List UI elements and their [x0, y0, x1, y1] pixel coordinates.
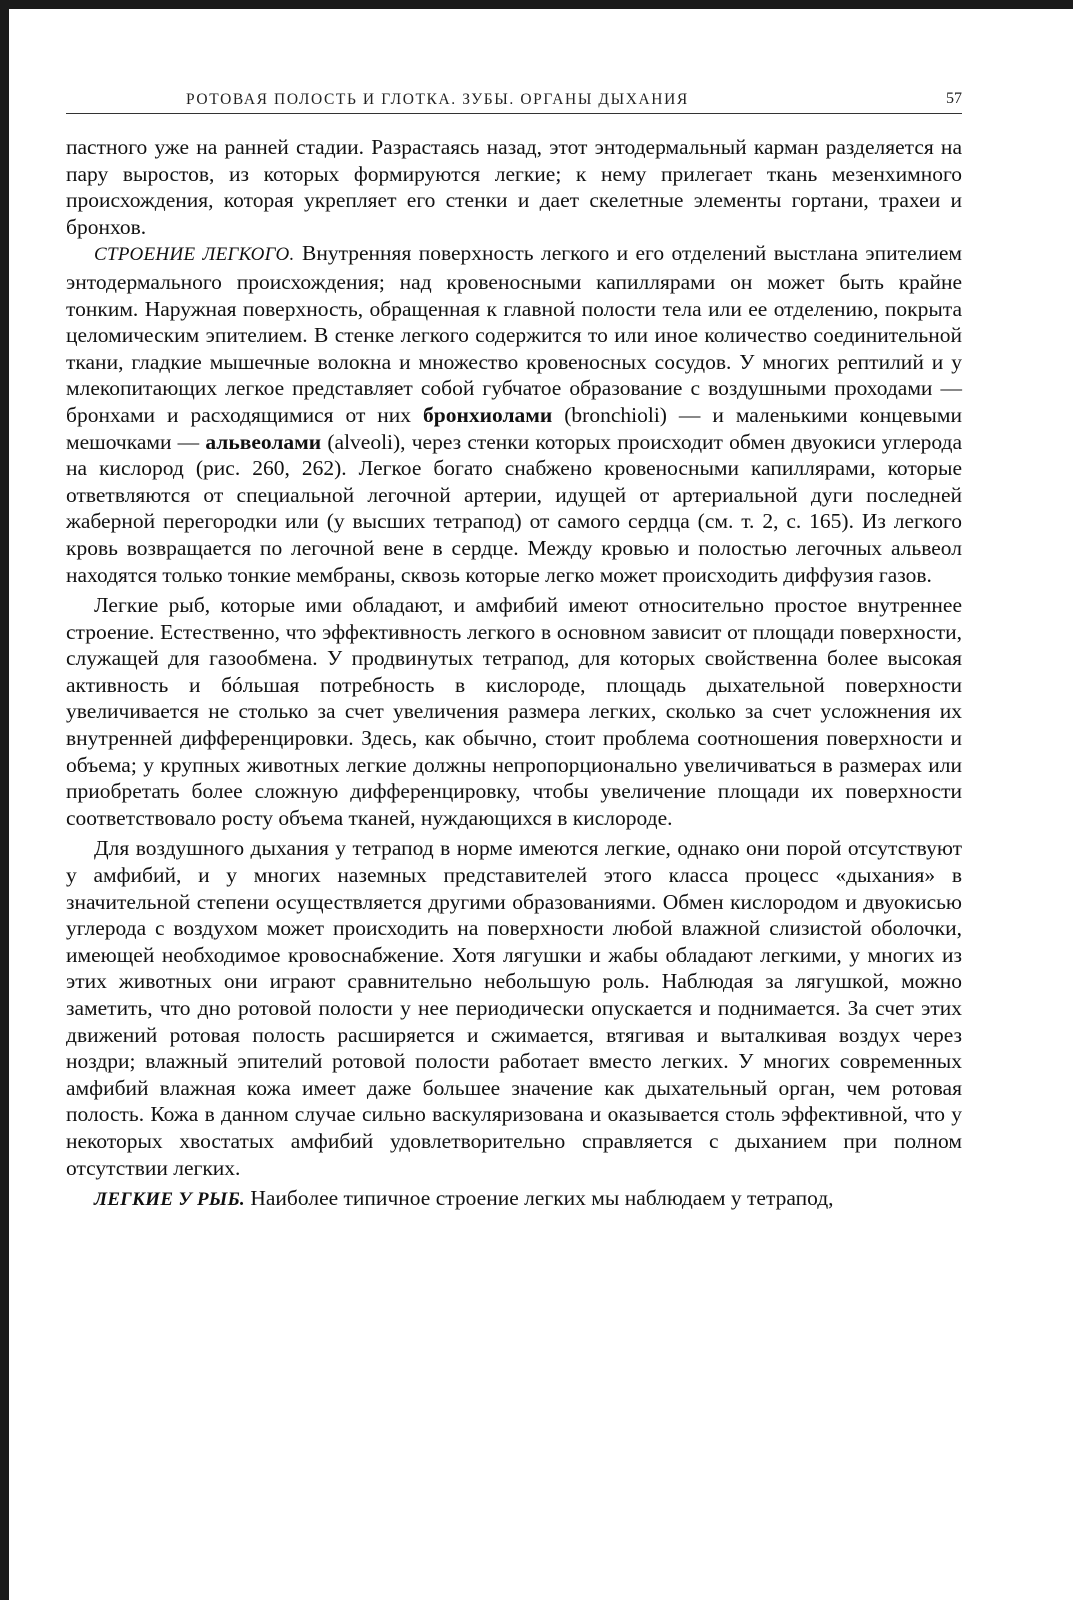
paragraph-lung-structure [66, 240, 962, 588]
paragraph-air-breathing: Для воздушного дыхания у тетрапод в норме имеются легкие, однако они порой отсутствуют у амфибий, и у многих наземных представителей этого класса процесс «дыхания» в значительной степени осуществляется другими образованиями. Обмен кислородом и двуокисью углерода с воздухом может происходить на поверхности любой влажной слизистой оболочки, имеющей необходимое кровоснабжение. Хотя лягушки и жабы обладают легкими, у многих из этих животных они играют сравнительно небольшую роль. Наблюдая за лягушкой, можно заметить, что дно ротовой полости у нее периодически опускается и поднимается. За счет этих движений ротовая полость расширяется и сжимается, втягивая и выталкивая воздух через ноздри; влажный эпителий ротовой полости работает вместо легких. У многих современных амфибий влажная кожа имеет даже большее значение как дыхательный орган, чем ротовая полость. Кожа в данном случае сильно васкуляризована и оказывается столь эффективной, что у некоторых хвостатых амфибий удовлетворительно справляется с дыханием при полном отсутствии легких. [66, 836, 962, 1180]
page-number: 57 [946, 90, 962, 107]
text-column [66, 134, 962, 1214]
paragraph-continuation: пастного уже на ранней стадии. Разрастаясь назад, этот энтодермальный карман разделяется на пару выростов, из которых формируются легкие; к нему прилегает ткань мезенхимного происхождения, которая укрепляет его стенки и дает скелетные элементы гортани, трахеи и бронхов. [66, 135, 962, 239]
running-head [66, 88, 962, 112]
paragraph-text: (alveoli), через стенки которых происходит обмен двуокиси углерода на кислород (рис. 260, 262). Легкое богато снабжено кровеносными капиллярами, которые ответвляются от специальной легочной артерии, идущей от артериальной дуги последней жаберной перегородки или (у высших тетрапод) от самого сердца (см. т. 2, с. 165). Из легкого кровь возвращается по легочной вене в сердце. Между кровью и полостью легочных альвеол находятся только тонкие мембраны, сквозь которые легко может происходить диффузия газов. [66, 429, 962, 587]
paragraph-fish-amphibian-lungs: Легкие рыб, которые ими обладают, и амфибий имеют относительно простое внутреннее строение. Естественно, что эффективность легкого в основном зависит от площади поверхности, служащей для газообмена. У продвинутых тетрапод, для которых свойственна более высокая активность и бóльшая потребность в кислороде, площадь дыхательной поверхности увеличивается не столько за счет увеличения размера легких, сколько за счет усложнения их внутренней дифференцировки. Здесь, как обычно, стоит проблема соотношения поверхности и объема; у крупных животных легкие должны непропорционально увеличиваться в размерах или приобретать более сложную дифференцировку, чтобы увеличение площади их поверхности соответствовало росту объема тканей, нуждающихся в кислороде. [66, 593, 962, 830]
section-rubric-fish-lungs: ЛЕГКИЕ У РЫБ. [94, 1189, 245, 1211]
section-rubric-lung-structure: СТРОЕНИЕ ЛЕГКОГО. [94, 244, 295, 266]
paragraph-text: Наиболее типичное строение легких мы наблюдаем у тетрапод, [244, 1186, 834, 1211]
running-title: РОТОВАЯ ПОЛОСТЬ И ГЛОТКА. ЗУБЫ. ОРГАНЫ ДЫХАНИЯ [186, 91, 689, 108]
scan-border-left [0, 0, 9, 1600]
term-alveoli: альвеолами [205, 429, 322, 454]
scan-border-top [0, 0, 1073, 9]
term-bronchioles: бронхиолами [423, 402, 553, 427]
header-rule [66, 113, 962, 114]
paragraph-fish-lungs [66, 1185, 962, 1214]
paragraph-text: Внутренняя поверхность легкого и его отделений выстлана эпителием энтодермального происхождения; над кровеносными капиллярами он может быть крайне тонким. Наружная поверхность, обращенная к главной полости тела или ее отделению, покрыта целомическим эпителием. В стенке легкого содержится то или иное количество соединительной ткани, гладкие мышечные волокна и множество кровеносных сосудов. У многих рептилий и у млекопитающих легкое представляет собой губчатое образование с воздушными проходами — бронхами и расходящимися от них [66, 241, 962, 427]
paragraph-text: (bronchioli) — и маленькими концевыми мешочками — [66, 402, 962, 454]
